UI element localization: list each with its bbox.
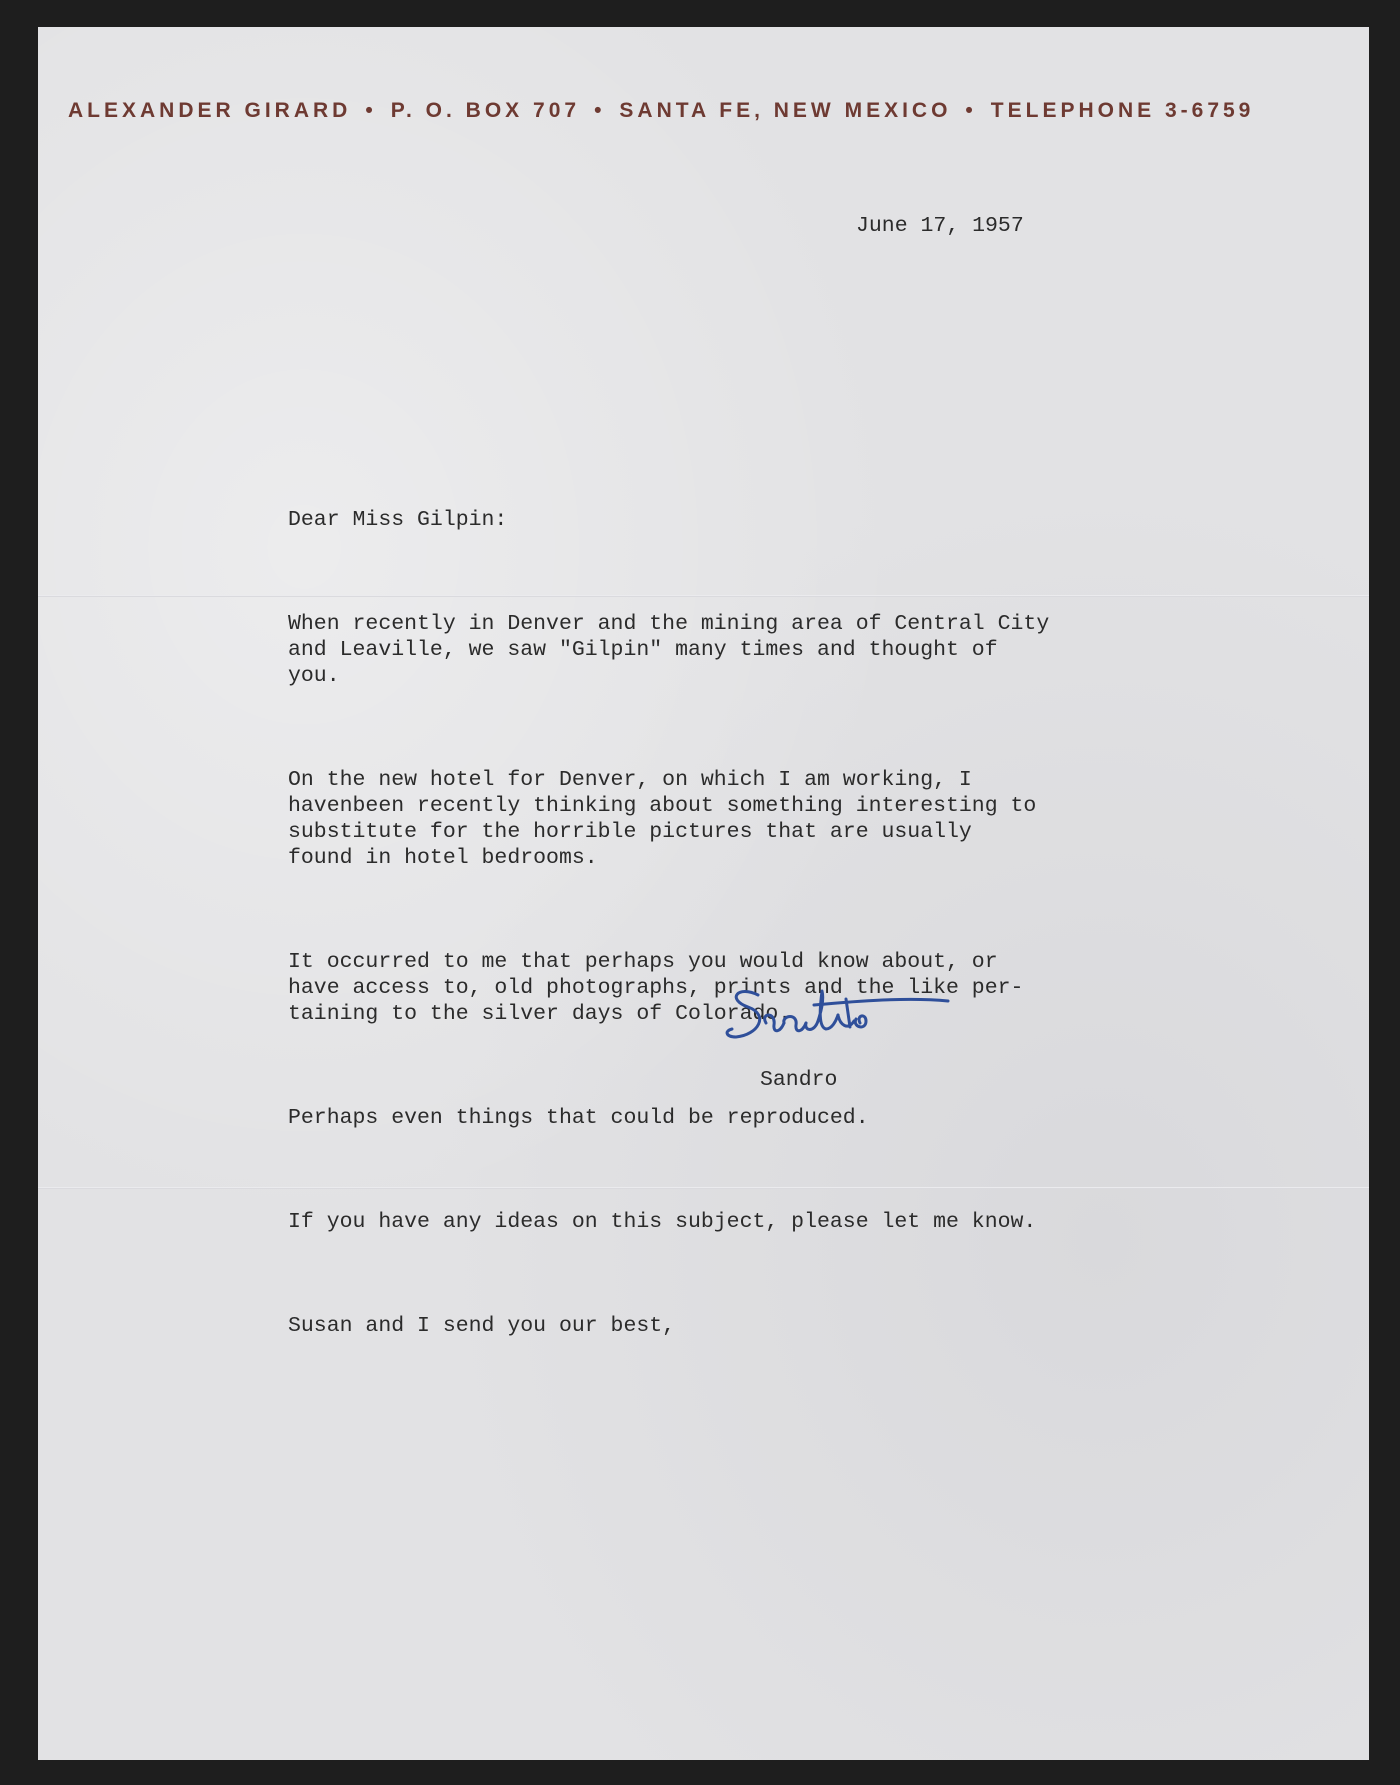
letter-sheet [38,27,1369,1760]
letterhead-city: SANTA FE, NEW MEXICO [619,99,952,122]
letterhead-po-box: P. O. BOX 707 [390,99,581,122]
letterhead [68,99,1338,123]
salutation: Dear Miss Gilpin: [288,508,508,532]
body-paragraph: If you have any ideas on this subject, please let me know. [288,1210,1037,1234]
letterhead-telephone: TELEPHONE 3-6759 [990,99,1255,122]
letterhead-separator: • [594,99,606,122]
signer-name: Sandro [760,1068,838,1092]
body-paragraph: It occurred to me that perhaps you would know about, or have access to, old photographs, prints and the like per- taining to the silver days of Colorado. [288,950,1024,1026]
letter-date: June 17, 1957 [856,214,1024,238]
letter-body [288,455,1288,1417]
closing: Susan and I send you our best, [288,1314,676,1338]
letterhead-separator: • [365,99,377,122]
body-paragraph: On the new hotel for Denver, on which I am working, I havenbeen recently thinking about something interesting to substitute for the horrible pictures that are usually found in hotel bedrooms. [288,768,1037,870]
letterhead-name: ALEXANDER GIRARD [68,99,352,122]
handwritten-signature [718,977,978,1057]
letterhead-separator: • [965,99,977,122]
body-paragraph: Perhaps even things that could be reproduced. [288,1106,869,1130]
body-paragraph: When recently in Denver and the mining area of Central City and Leaville, we saw "Gilpin" many times and thought of you. [288,612,1050,688]
